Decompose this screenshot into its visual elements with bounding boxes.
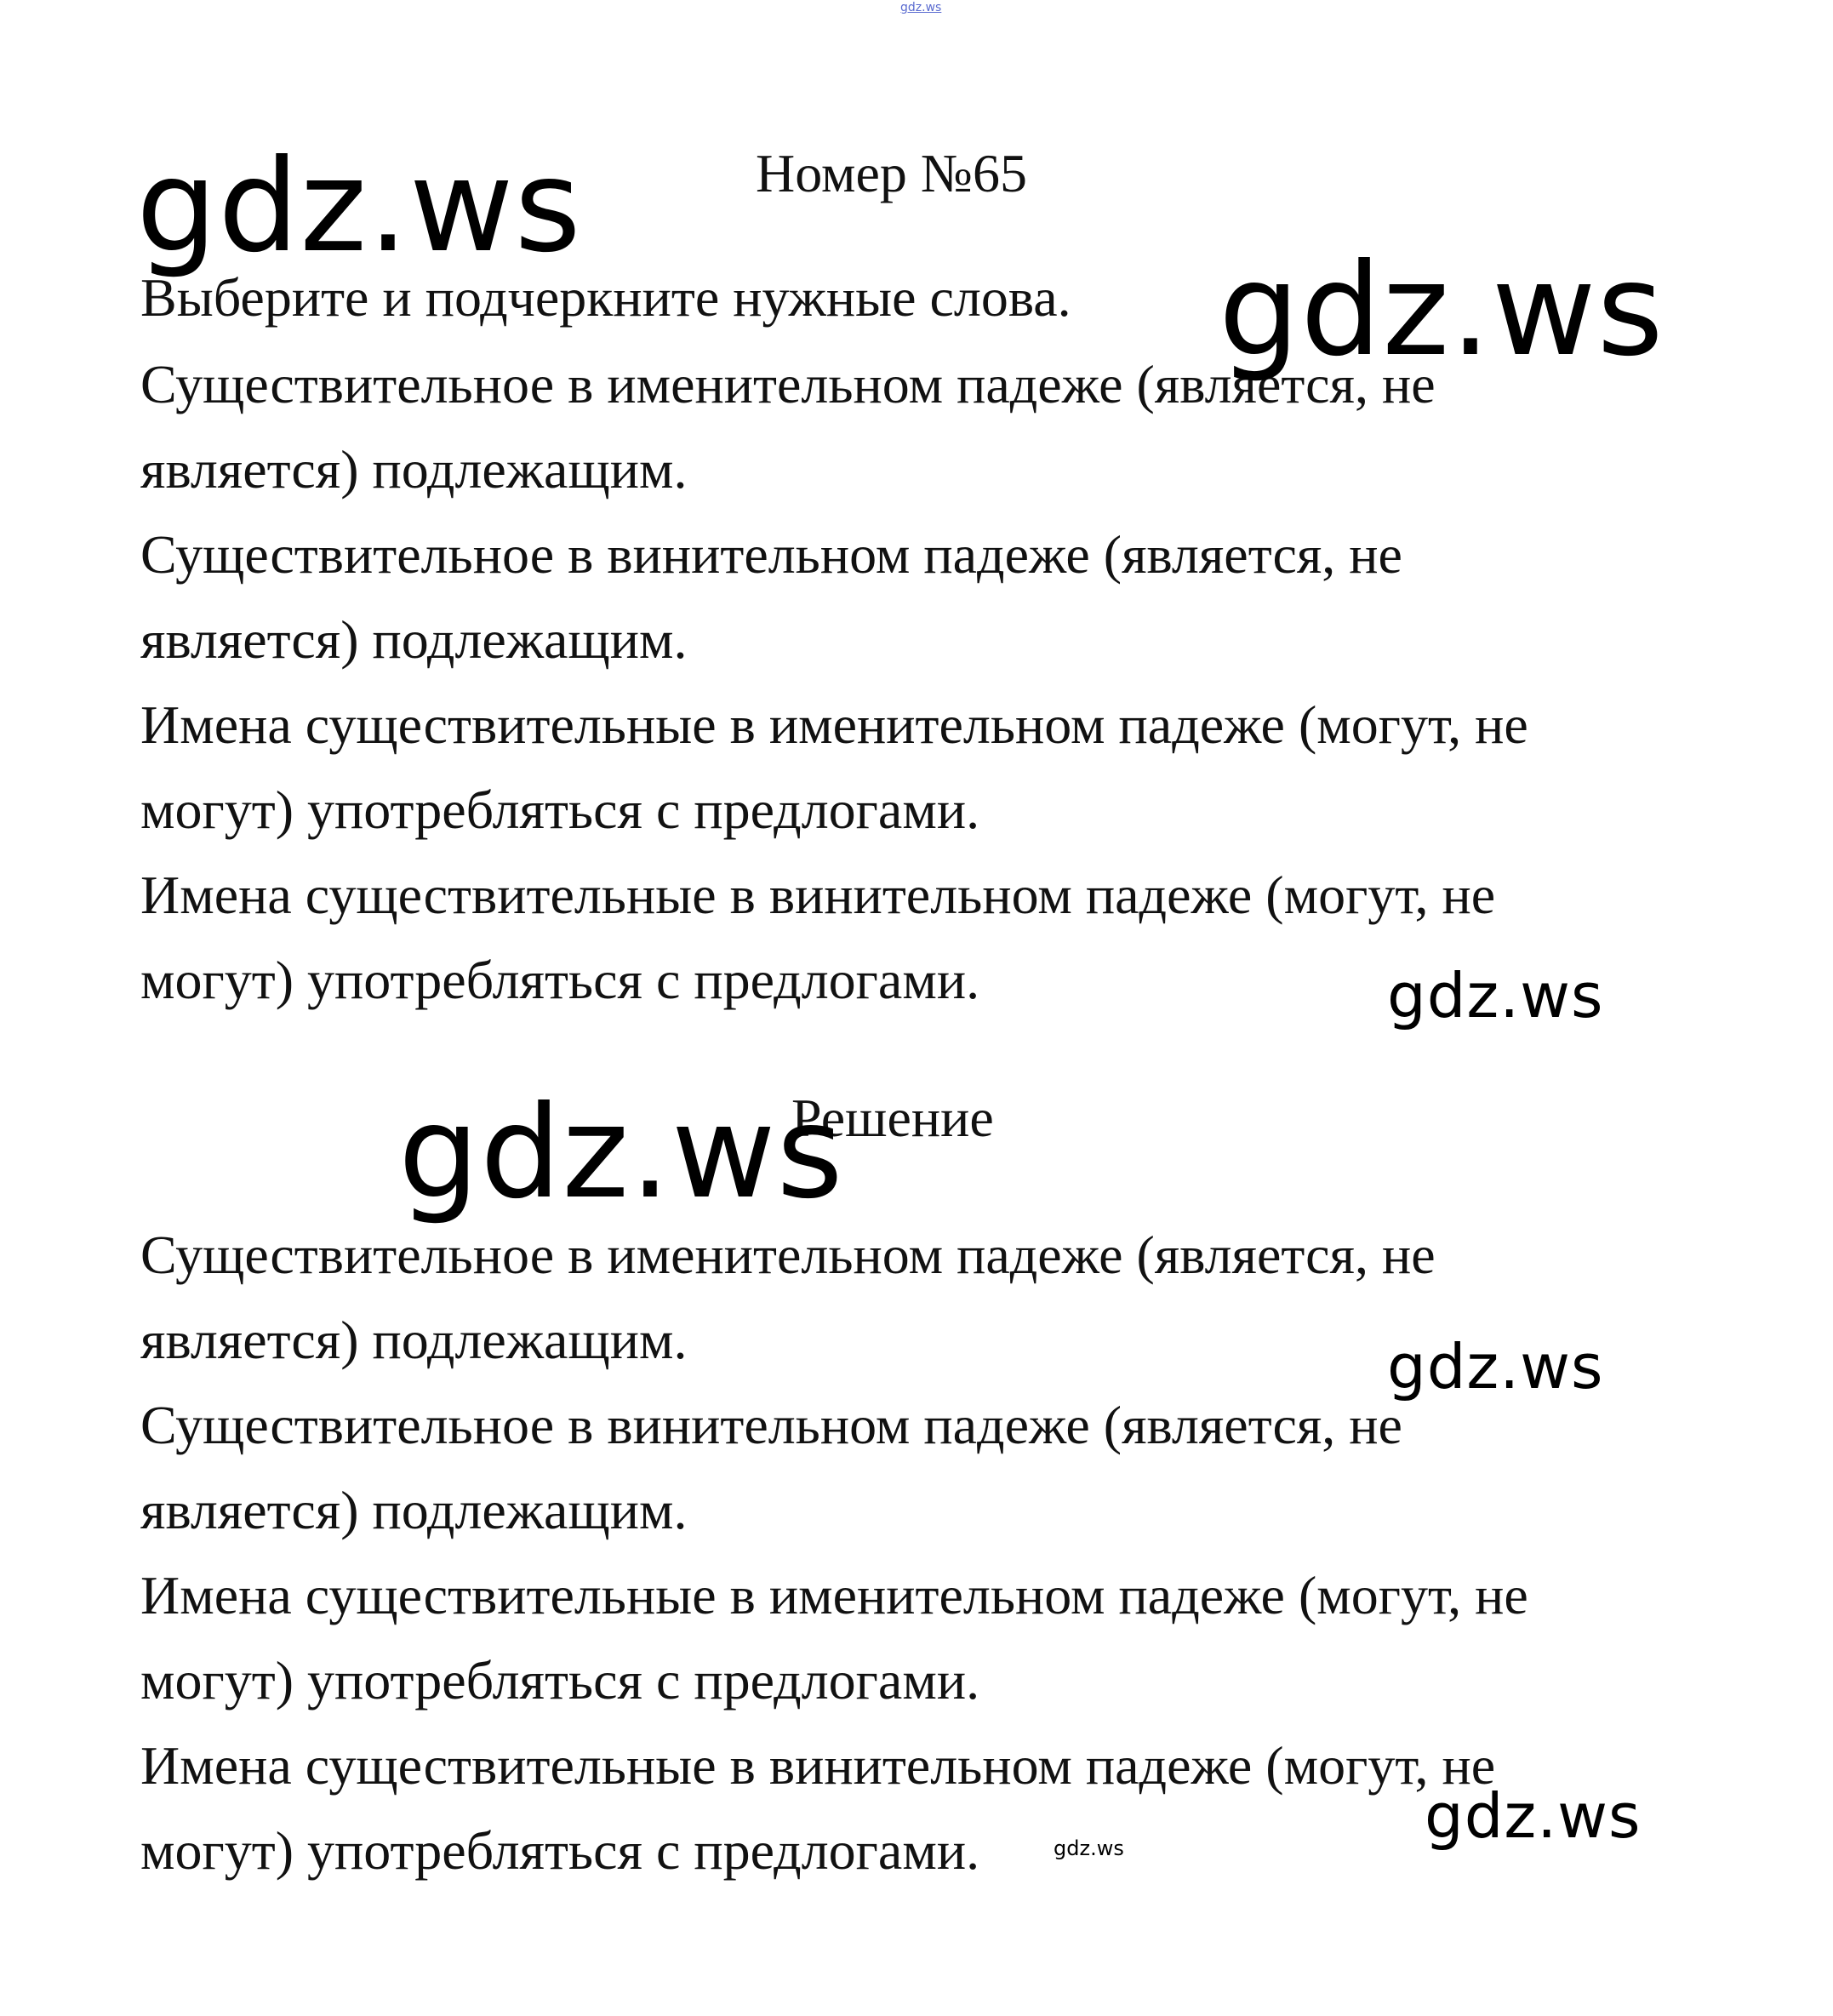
task-line: могут) употребляться с предлогами. [140, 780, 980, 840]
task-line: могут) употребляться с предлогами. [140, 950, 980, 1010]
page-title: Номер №65 [756, 143, 1027, 203]
task-instruction: Выберите и подчеркните нужные слова. [140, 267, 1071, 328]
solution-line: Имена существительные в винительном падеже (могут, не [140, 1735, 1496, 1796]
solution-line: могут) употребляться с предлогами. [140, 1820, 980, 1881]
watermark-logo: gdz.ws [1425, 1780, 1642, 1852]
task-line: Имена существительные в винительном падеже (могут, не [140, 865, 1496, 925]
solution-line: Существительное в именительном падеже (является, не [140, 1225, 1436, 1285]
watermark-logo: gdz.ws [1219, 237, 1665, 385]
task-line: Существительное в именительном падеже (является, не [140, 354, 1436, 414]
watermark-logo: gdz.ws [1054, 1836, 1124, 1860]
solution-line: является) подлежащим. [140, 1480, 688, 1540]
solution-line: является) подлежащим. [140, 1310, 688, 1370]
task-line: Существительное в винительном падеже (является, не [140, 524, 1402, 585]
task-line: является) подлежащим. [140, 439, 688, 500]
solution-line: Существительное в винительном падеже (является, не [140, 1395, 1402, 1455]
watermark-logo: gdz.ws [1387, 960, 1604, 1031]
watermark-logo: gdz.ws [136, 133, 582, 281]
top-watermark-link[interactable]: gdz.ws [900, 1, 942, 14]
solution-heading: Решение [791, 1088, 994, 1148]
task-line: Имена существительные в именительном падеже (могут, не [140, 694, 1528, 755]
watermark-logo: gdz.ws [1387, 1331, 1604, 1402]
watermark-logo: gdz.ws [398, 1079, 844, 1227]
solution-line: могут) употребляться с предлогами. [140, 1650, 980, 1710]
solution-line: Имена существительные в именительном падеже (могут, не [140, 1565, 1528, 1625]
task-line: является) подлежащим. [140, 609, 688, 670]
